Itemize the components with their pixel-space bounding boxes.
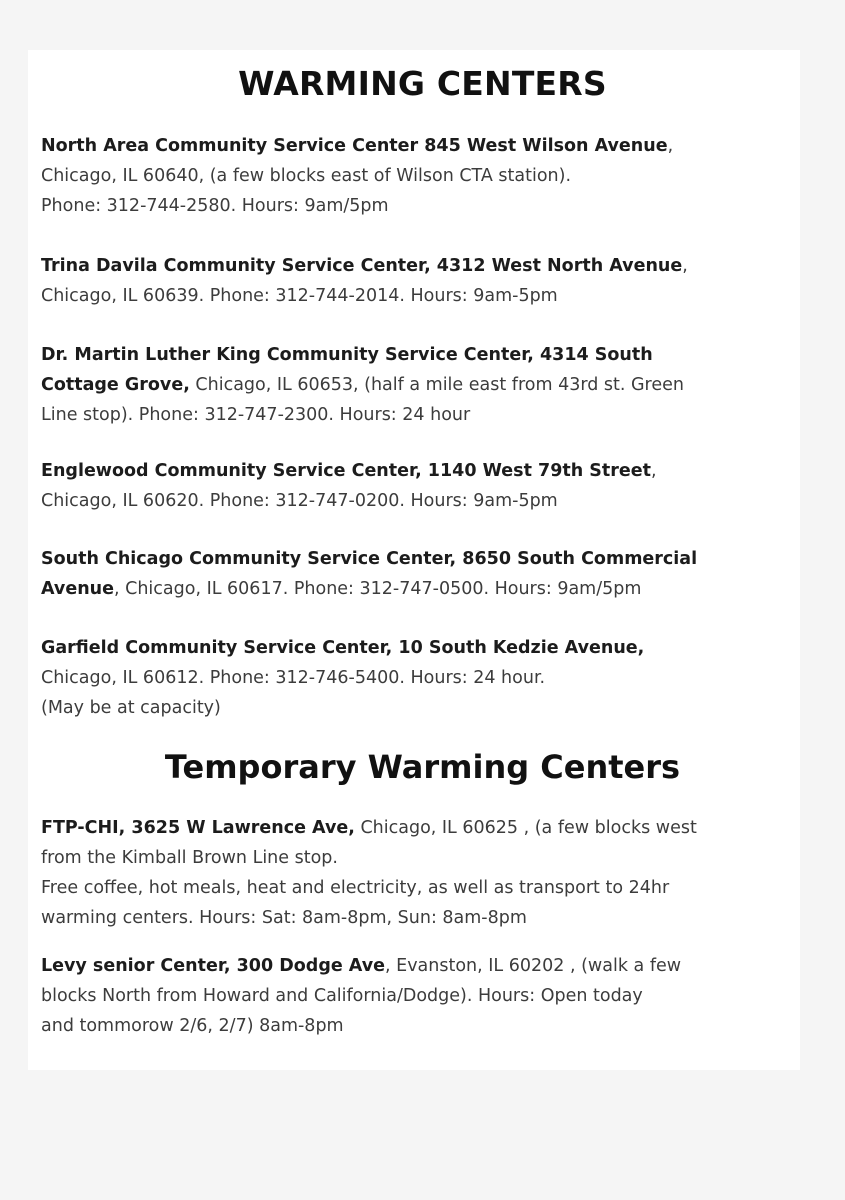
center-address: Chicago, IL 60653, (half a mile east from 43rd st. Green: [189, 375, 684, 395]
center-punct: ,: [682, 256, 688, 276]
center-name: Englewood Community Service Center, 1140 West 79th Street: [41, 461, 651, 481]
center-address: Chicago, IL 60620. Phone: 312-747-0200. Hours: 9am-5pm: [41, 491, 558, 511]
center-directions: from the Kimball Brown Line stop.: [41, 848, 338, 868]
center-contact: Line stop). Phone: 312-747-2300. Hours: 24 hour: [41, 405, 471, 425]
center-north-area: [41, 131, 791, 221]
center-address: , Evanston, IL 60202 , (walk a few: [385, 956, 682, 976]
center-address: Chicago, IL 60625 , (a few blocks west: [354, 818, 697, 838]
center-garfield: [41, 633, 791, 723]
center-services: Free coffee, hot meals, heat and electricity, as well as transport to 24hr: [41, 878, 670, 898]
center-hours: warming centers. Hours: Sat: 8am-8pm, Sun: 8am-8pm: [41, 908, 527, 928]
center-address: Chicago, IL 60640, (a few blocks east of Wilson CTA station).: [41, 166, 572, 186]
center-hours: and tommorow 2/6, 2/7) 8am-8pm: [41, 1016, 344, 1036]
center-name: Dr. Martin Luther King Community Service Center, 4314 South: [41, 345, 653, 365]
center-address: , Chicago, IL 60617. Phone: 312-747-0500. Hours: 9am/5pm: [113, 579, 642, 599]
center-trina-davila: [41, 251, 791, 311]
temp-center-levy: [41, 951, 791, 1041]
center-directions: blocks North from Howard and California/Dodge). Hours: Open today: [41, 986, 643, 1006]
center-south-chicago: [41, 544, 791, 604]
center-name-cont: Avenue: [41, 579, 114, 599]
temporary-section-title: Temporary Warming Centers: [164, 748, 681, 786]
center-englewood: [41, 456, 791, 516]
center-contact: Phone: 312-744-2580. Hours: 9am/5pm: [41, 196, 389, 216]
center-name-cont: Cottage Grove,: [41, 375, 190, 395]
center-address: Chicago, IL 60612. Phone: 312-746-5400. Hours: 24 hour.: [41, 668, 546, 688]
center-name: FTP-CHI, 3625 W Lawrence Ave,: [41, 818, 355, 838]
center-punct: ,: [651, 461, 657, 481]
center-mlk: [41, 340, 791, 430]
center-name: Trina Davila Community Service Center, 4312 West North Avenue: [41, 256, 683, 276]
center-name: South Chicago Community Service Center, 8650 South Commercial: [41, 549, 698, 569]
page-title: WARMING CENTERS: [238, 64, 607, 103]
temp-center-ftp-chi: [41, 813, 791, 933]
center-name: North Area Community Service Center 845 West Wilson Avenue: [41, 136, 668, 156]
center-address: Chicago, IL 60639. Phone: 312-744-2014. Hours: 9am-5pm: [41, 286, 558, 306]
center-punct: ,: [667, 136, 674, 156]
center-name: Levy senior Center, 300 Dodge Ave: [41, 956, 386, 976]
center-note: (May be at capacity): [41, 698, 221, 718]
center-name: Garfield Community Service Center, 10 South Kedzie Avenue,: [41, 638, 645, 658]
